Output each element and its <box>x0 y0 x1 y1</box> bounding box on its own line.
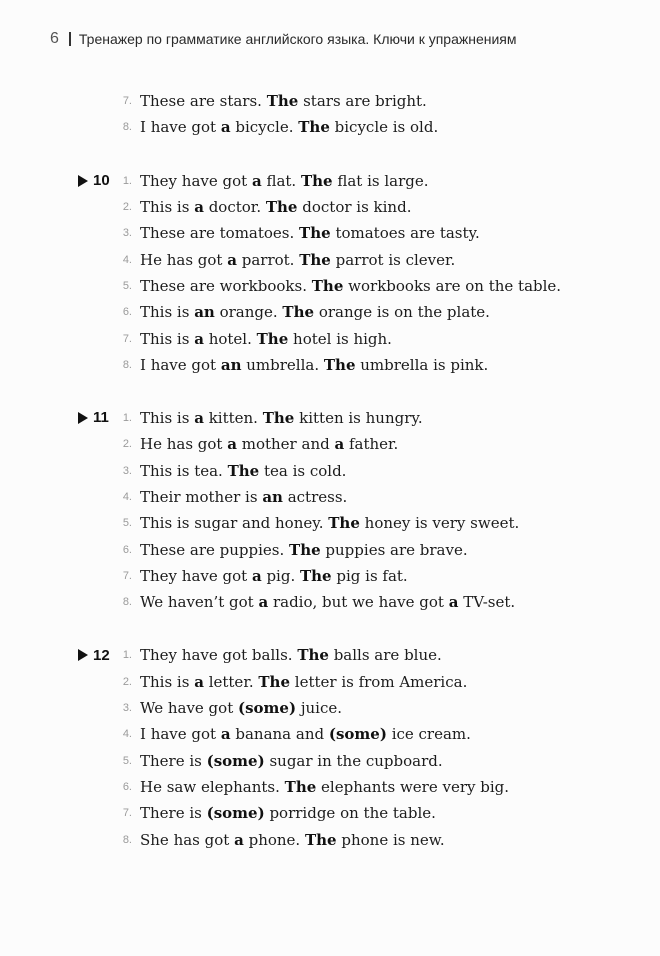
answer-line <box>0 589 660 615</box>
item-number: 4. <box>122 491 132 503</box>
article-answer: The <box>300 171 333 190</box>
article-answer: a <box>194 198 204 217</box>
answer-text: They have got balls. The balls are blue. <box>140 646 442 665</box>
article-answer: The <box>304 830 337 849</box>
answer-text: He has got a parrot. The parrot is clever. <box>140 250 456 269</box>
article-answer: The <box>328 514 360 533</box>
answer-text: Their mother is an actress. <box>140 488 348 506</box>
answer-text: These are workbooks. The workbooks are on the table. <box>140 276 562 295</box>
item-number: 2. <box>122 438 132 451</box>
answer-line <box>0 458 660 484</box>
article-answer: The <box>284 777 317 796</box>
item-number: 4. <box>122 728 132 741</box>
answer-text: She has got a phone. The phone is new. <box>140 830 445 849</box>
page-number: 6 <box>50 30 59 47</box>
item-number: 4. <box>122 253 132 266</box>
answer-line <box>0 220 660 246</box>
article-answer: a <box>194 329 204 348</box>
article-answer: a <box>258 593 269 612</box>
answer-line <box>0 721 660 747</box>
answer-text: This is a hotel. The hotel is high. <box>140 329 392 348</box>
article-answer: a <box>448 593 459 612</box>
answer-text: This is a letter. The letter is from America. <box>140 672 468 691</box>
article-answer: The <box>298 118 330 137</box>
item-number: 7. <box>122 569 132 582</box>
item-number: 7. <box>122 95 132 108</box>
answer-text: We haven’t got a radio, but we have got a TV-set. <box>140 593 516 612</box>
article-answer: The <box>311 276 344 295</box>
answer-text: This is tea. The tea is cold. <box>140 461 347 480</box>
answer-text: This is an orange. The orange is on the plate. <box>140 303 490 322</box>
article-answer: The <box>256 329 289 348</box>
article-answer: The <box>299 250 331 269</box>
answer-text: There is (some) sugar in the cupboard. <box>140 751 443 770</box>
answer-text: He has got a mother and a father. <box>140 435 399 454</box>
exercise-number: 11 <box>93 409 109 427</box>
exercise-number: 10 <box>93 172 110 190</box>
article-answer: a <box>194 409 204 428</box>
exercise-section <box>0 88 660 141</box>
exercise-marker <box>78 168 110 194</box>
answer-line <box>0 325 660 351</box>
answer-text: This is sugar and honey. The honey is very sweet. <box>140 514 520 533</box>
item-number: 8. <box>122 833 132 846</box>
item-number: 3. <box>122 464 132 477</box>
article-answer: The <box>266 92 299 111</box>
item-number: 8. <box>122 596 132 609</box>
answer-text: They have got a flat. The flat is large. <box>140 171 429 190</box>
answer-text: These are puppies. The puppies are brave. <box>140 540 468 559</box>
play-triangle-icon <box>78 649 88 661</box>
article-answer: a <box>227 250 237 269</box>
article-answer: a <box>251 171 262 190</box>
item-number: 1. <box>122 649 132 662</box>
article-answer: a <box>251 566 262 585</box>
item-number: 3. <box>122 227 132 240</box>
answer-line <box>0 352 660 378</box>
item-number: 6. <box>122 543 132 556</box>
article-answer: a <box>220 118 231 137</box>
answer-key-content <box>0 88 660 880</box>
item-number: 5. <box>122 517 132 530</box>
article-answer: The <box>297 646 329 665</box>
article-answer: The <box>258 672 290 691</box>
exercise-number: 12 <box>93 646 110 664</box>
article-answer: an <box>262 488 283 506</box>
exercise-marker <box>78 642 110 668</box>
item-number: 2. <box>122 201 132 214</box>
article-answer: (some) <box>206 804 265 823</box>
answer-line <box>0 695 660 721</box>
answer-line <box>0 484 660 510</box>
exercise-marker <box>78 405 109 431</box>
article-answer: an <box>194 303 215 322</box>
answer-text: This is a kitten. The kitten is hungry. <box>140 409 423 428</box>
item-number: 1. <box>122 174 132 187</box>
answer-line <box>0 88 660 114</box>
item-number: 5. <box>122 754 132 767</box>
article-answer: a <box>227 435 237 454</box>
answer-line <box>0 563 660 589</box>
item-number: 7. <box>122 807 132 820</box>
answer-text: We have got (some) juice. <box>140 699 342 718</box>
exercise-section <box>0 642 660 852</box>
item-number: 6. <box>122 780 132 793</box>
running-title: Тренажер по грамматике английского языка. Ключи к упражнениям <box>78 31 517 47</box>
answer-text: There is (some) porridge on the table. <box>140 804 436 823</box>
article-answer: The <box>323 355 356 374</box>
answer-line <box>0 826 660 852</box>
answer-text: I have got a banana and (some) ice cream. <box>140 725 471 744</box>
answer-line <box>0 800 660 826</box>
answer-line <box>0 114 660 140</box>
answer-line <box>0 510 660 536</box>
article-answer: The <box>265 198 298 217</box>
page-header <box>50 30 517 48</box>
item-number: 7. <box>122 332 132 345</box>
article-answer: a <box>334 435 345 454</box>
answer-line <box>0 748 660 774</box>
item-number: 2. <box>122 675 132 688</box>
answer-line <box>0 194 660 220</box>
item-number: 6. <box>122 306 132 319</box>
answer-text: I have got an umbrella. The umbrella is pink. <box>140 355 489 374</box>
answer-text: This is a doctor. The doctor is kind. <box>140 198 412 217</box>
article-answer: The <box>262 409 295 428</box>
item-number: 3. <box>122 702 132 715</box>
answer-text: These are stars. The stars are bright. <box>140 92 427 111</box>
answer-text: They have got a pig. The pig is fat. <box>140 566 408 585</box>
article-answer: (some) <box>238 699 297 718</box>
play-triangle-icon <box>78 412 88 424</box>
header-divider <box>69 32 71 46</box>
answer-line <box>0 431 660 457</box>
article-answer: a <box>234 830 244 849</box>
item-number: 8. <box>122 121 132 134</box>
item-number: 8. <box>122 358 132 371</box>
answer-line <box>0 299 660 325</box>
item-number: 1. <box>122 412 132 425</box>
answer-line <box>0 273 660 299</box>
answer-line <box>0 536 660 562</box>
article-answer: The <box>282 303 315 322</box>
answer-line <box>0 246 660 272</box>
article-answer: The <box>289 540 321 559</box>
article-answer: The <box>299 224 331 243</box>
answer-line <box>0 774 660 800</box>
article-answer: a <box>194 672 204 691</box>
answer-text: I have got a bicycle. The bicycle is old. <box>140 118 439 137</box>
article-answer: a <box>220 725 231 744</box>
article-answer: (some) <box>328 725 387 744</box>
exercise-section <box>0 168 660 378</box>
article-answer: The <box>299 566 332 585</box>
item-number: 5. <box>122 279 132 292</box>
play-triangle-icon <box>78 175 88 187</box>
answer-text: These are tomatoes. The tomatoes are tasty. <box>140 224 480 243</box>
answer-text: He saw elephants. The elephants were very big. <box>140 777 510 796</box>
article-answer: The <box>227 461 260 480</box>
article-answer: an <box>220 355 242 374</box>
article-answer: (some) <box>206 751 265 770</box>
answer-line <box>0 669 660 695</box>
exercise-section <box>0 405 660 615</box>
